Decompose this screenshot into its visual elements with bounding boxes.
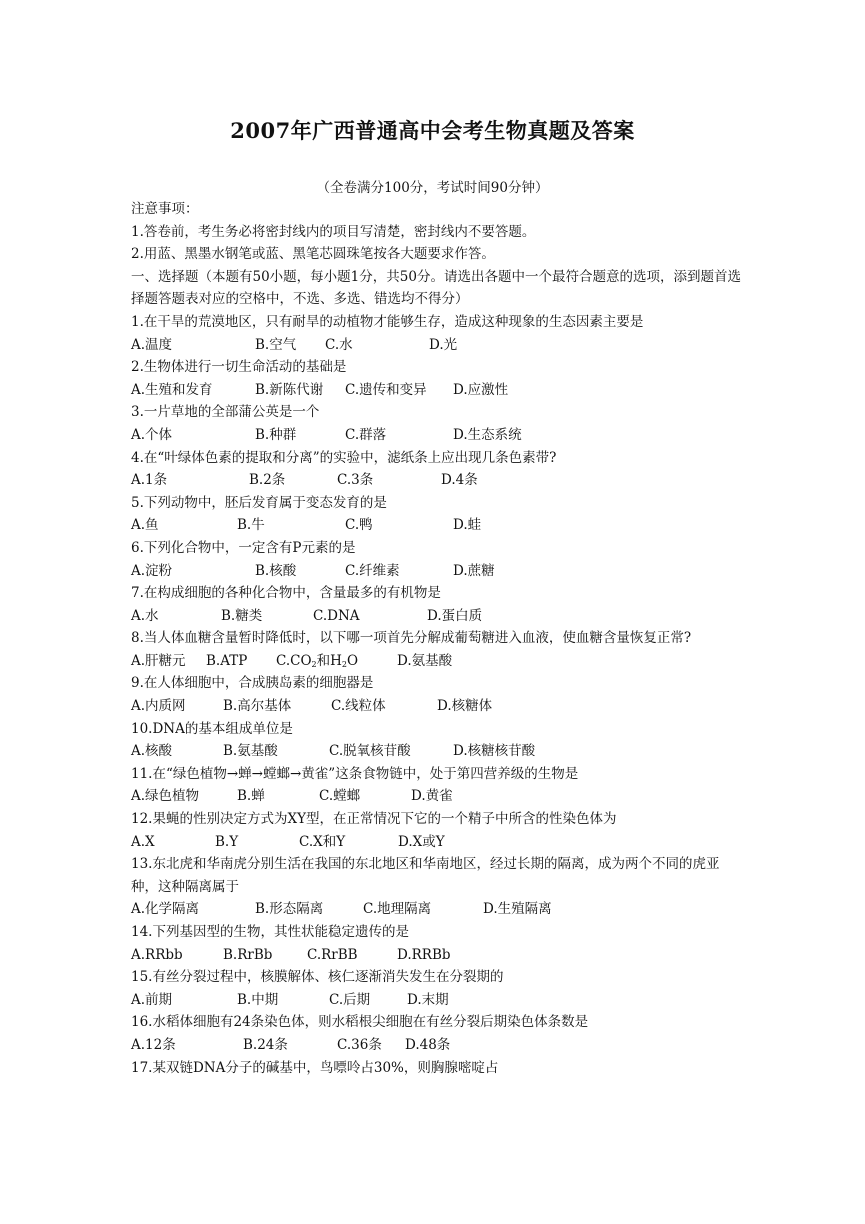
option-d: D.X或Y [398,833,445,850]
option-d: D.生殖隔离 [483,901,552,918]
question-text: 16.水稻体细胞有24条染色体，则水稻根尖细胞在有丝分裂后期染色体条数是 [131,1014,589,1031]
option-a: A.生殖和发育 [131,381,213,398]
option-c-suffix: O [347,652,359,669]
question-text: 12.果蝇的性别决定方式为XY型，在正常情况下它的一个精子中所含的性染色体为 [131,811,617,828]
option-a: A.RRbb [131,946,183,963]
option-b: B.高尔基体 [223,698,292,715]
option-b: B.氨基酸 [223,743,278,760]
option-a: A.淀粉 [131,562,173,579]
option-d: D.48条 [405,1036,451,1053]
subscript-2: 2 [341,659,348,669]
answer-options [131,898,743,921]
question-text: 9.在人体细胞中，合成胰岛素的细胞器是 [131,675,374,692]
option-c: C.脱氧核苷酸 [329,743,411,760]
option-c: C.X和Y [299,833,346,850]
option-b: B.ATP [206,652,248,669]
option-b: B.中期 [237,991,279,1008]
option-a: A.内质网 [131,698,186,715]
question-text: 1.在干旱的荒漠地区，只有耐旱的动植物才能够生存，造成这种现象的生态因素主要是 [131,313,644,330]
option-b: B.RrBb [223,946,273,963]
option-c: C.水 [325,336,353,353]
subscript-2: 2 [311,659,317,669]
option-c: C.螳螂 [319,788,361,805]
answer-options [131,831,743,854]
answer-options [131,650,743,673]
option-b: B.牛 [237,517,265,534]
question-text: 13.东北虎和华南虎分别生活在我国的东北地区和华南地区，经过长期的隔离，成为两个不同的虎亚种，这种隔离属于 [131,856,720,895]
notice-item: 1.答卷前，考生务必将密封线内的项目写清楚，密封线内不要答题。 [131,223,536,240]
option-a: A.绿色植物 [131,788,200,805]
option-a: A.个体 [131,426,173,443]
option-b: B.新陈代谢 [255,381,324,398]
question-text: 10.DNA的基本组成单位是 [131,720,293,737]
option-b: B.核酸 [255,562,297,579]
option-c: C.36条 [337,1036,382,1053]
option-b: B.形态隔离 [255,901,324,918]
option-c: C.地理隔离 [363,901,432,918]
question-text: 11.在“绿色植物→蝉→螳螂→黄雀”这条食物链中，处于第四营养级的生物是 [131,765,579,782]
answer-options [131,469,743,492]
option-d: D.蛙 [453,517,482,534]
option-c: C.DNA [313,607,360,624]
question-text: 5.下列动物中，胚后发育属于变态发育的是 [131,494,387,511]
option-b: B.24条 [243,1036,288,1053]
option-d: D.蛋白质 [427,607,483,624]
option-d: D.光 [429,336,458,353]
option-d: D.生态系统 [453,426,522,443]
answer-options [131,944,743,967]
option-a: A.鱼 [131,517,159,534]
option-d: D.核糖核苷酸 [453,743,536,760]
question-text: 4.在“叶绿体色素的提取和分离”的实验中，滤纸条上应出现几条色素带? [131,449,557,466]
option-c-prefix: C.CO [276,652,312,669]
answer-options [131,379,743,402]
exam-info: （全卷满分100分，考试时间90分钟） [316,180,549,196]
option-a: A.化学隔离 [131,901,200,918]
option-d: D.RRBb [397,946,451,963]
option-a: A.前期 [131,991,173,1008]
document-title: 2007年广西普通高中会考生物真题及答案 [230,118,635,143]
answer-options [131,424,743,447]
option-a: A.X [131,833,155,850]
option-c: C.鸭 [345,517,373,534]
option-d: D.黄雀 [411,788,453,805]
question-text: 2.生物体进行一切生命活动的基础是 [131,359,347,376]
option-d: D.4条 [441,472,478,489]
option-b: B.空气 [255,336,297,353]
document-body [131,198,743,1079]
question-text: 14.下列基因型的生物，其性状能稳定遗传的是 [131,924,409,940]
option-c: C.RrBB [307,946,358,963]
option-d: D.末期 [407,991,449,1008]
section-heading: 一、选择题（本题有50小题，每小题1分，共50分。请选出各题中一个最符合题意的选项，添到题首选择题答题表对应的空格中，不选、多选、错选均不得分） [131,268,741,308]
option-d: D.氨基酸 [397,652,453,669]
question-text: 17.某双链DNA分子的碱基中，鸟嘌呤占30%，则胸腺嘧啶占 [131,1059,499,1076]
option-b: B.Y [215,833,239,850]
notice-item: 2.用蓝、黑墨水钢笔或蓝、黑笔芯圆珠笔按各大题要求作答。 [131,246,495,263]
answer-options [131,514,743,537]
option-c-middle: 和H [316,652,342,669]
question-text: 8.当人体血糖含量暂时降低时，以下哪一项首先分解成葡萄糖进入血液，使血糖含量恢复正常? [131,630,692,647]
answer-options [131,695,743,718]
option-a: A.12条 [131,1036,176,1053]
option-a: A.1条 [131,472,168,489]
answer-options [131,989,743,1012]
question-text: 15.有丝分裂过程中，核膜解体、核仁逐渐消失发生在分裂期的 [131,969,504,986]
option-a: A.水 [131,607,159,624]
option-c: C.群落 [345,426,387,443]
question-text: 3.一片草地的全部蒲公英是一个 [131,404,320,421]
option-b: B.糖类 [221,607,263,624]
option-c: C.3条 [337,472,374,489]
option-d: D.核糖体 [437,698,493,715]
option-c: C.遗传和变异 [345,381,427,398]
option-d: D.蔗糖 [453,562,495,579]
option-c: C.纤维素 [345,562,400,579]
answer-options [131,334,743,357]
question-text: 7.在构成细胞的各种化合物中，含量最多的有机物是 [131,585,441,602]
option-c: C.线粒体 [331,698,386,715]
option-c [276,650,397,673]
option-a: A.核酸 [131,743,173,760]
option-b: B.蝉 [237,788,265,805]
answer-options [131,605,743,628]
option-c: C.后期 [329,991,371,1008]
answer-options [131,785,743,808]
answer-options [131,740,743,763]
question-text: 6.下列化合物中，一定含有P元素的是 [131,539,356,556]
answer-options [131,1034,743,1057]
option-a: A.肝糖元 [131,652,186,669]
option-d: D.应激性 [453,381,509,398]
answer-options [131,560,743,583]
option-a: A.温度 [131,336,173,353]
notice-heading: 注意事项： [131,201,199,217]
option-b: B.2条 [249,472,286,489]
option-b: B.种群 [255,426,297,443]
